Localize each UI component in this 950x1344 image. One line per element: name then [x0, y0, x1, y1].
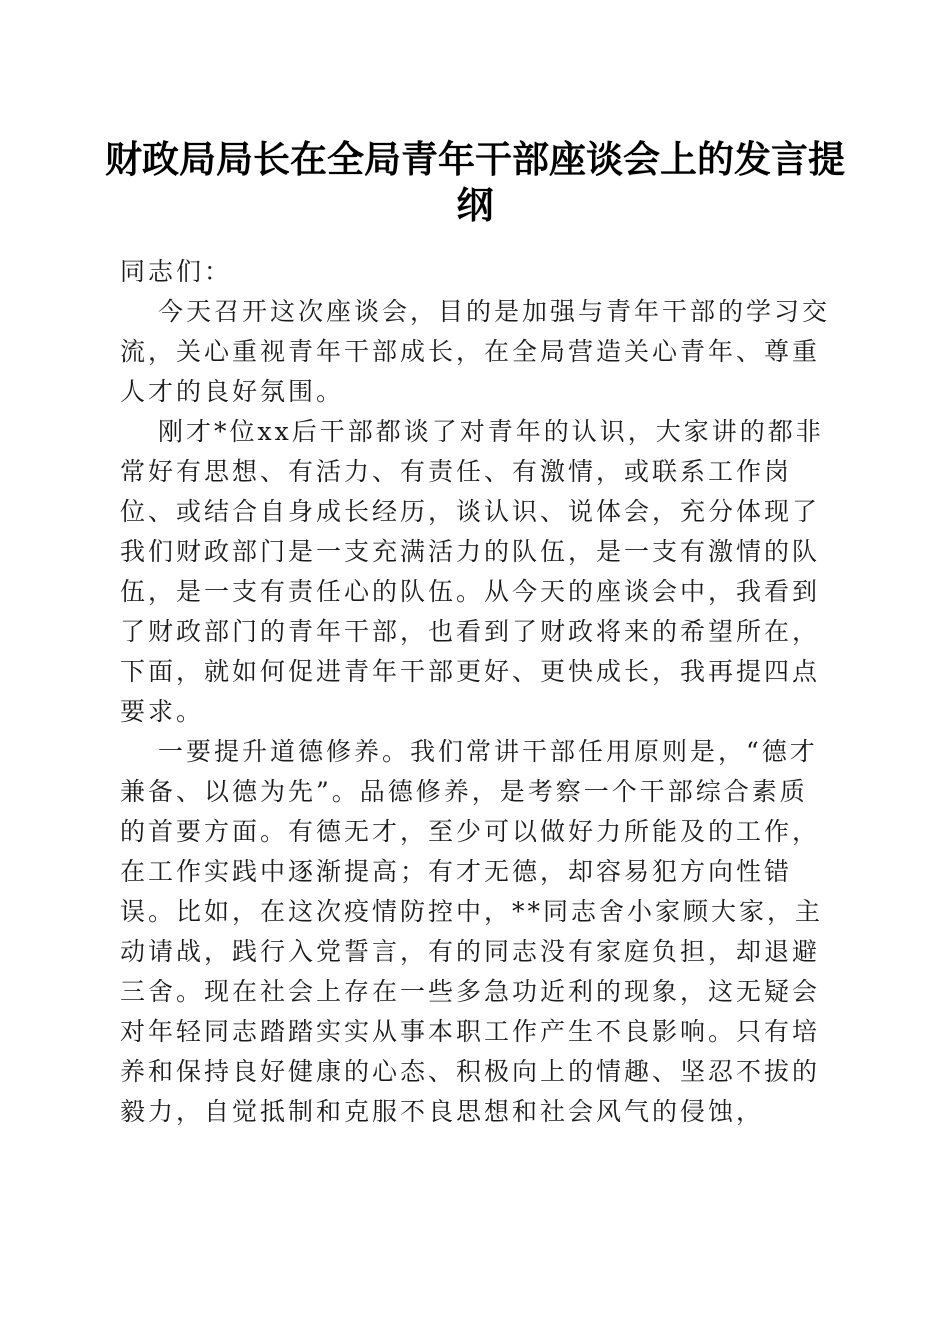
- document-body: [120, 252, 835, 1132]
- salutation: 同志们：: [120, 257, 233, 286]
- paragraph-requirement-one: 一要提升道德修养。我们常讲干部任用原则是，“德才兼备、以德为先”。品德修养，是考察一个干部综合素质的首要方面。有德无才，至少可以做好力所能及的工作，在工作实践中逐渐提高；有才无德，却容易犯方向性错误。比如，在这次疫情防控中，**同志舍小家顾大家，主动请战，践行入党誓言，有的同志没有家庭负担，却退避三舍。现在社会上存在一些多急功近利的现象，这无疑会对年轻同志踏踏实实从事本职工作产生不良影响。只有培养和保持良好健康的心态、积极向上的情趣、坚忍不拔的毅力，自觉抵制和克服不良思想和社会风气的侵蚀，: [120, 737, 824, 1126]
- document-title: 财政局局长在全局青年干部座谈会上的发言提纲: [105, 137, 845, 227]
- paragraph-opening: 今天召开这次座谈会，目的是加强与青年干部的学习交流，关心重视青年干部成长，在全局营造关心青年、尊重人才的良好氛围。: [120, 297, 831, 406]
- paragraph-review: 刚才*位xx后干部都谈了对青年的认识，大家讲的都非常好有思想、有活力、有责任、有激情，或联系工作岗位、或结合自身成长经历，谈认识、说体会，充分体现了我们财政部门是一支充满活力的队伍，是一支有激情的队伍，是一支有责任心的队伍。从今天的座谈会中，我看到了财政部门的青年干部，也看到了财政将来的希望所在，下面，就如何促进青年干部更好、更快成长，我再提四点要求。: [120, 417, 824, 726]
